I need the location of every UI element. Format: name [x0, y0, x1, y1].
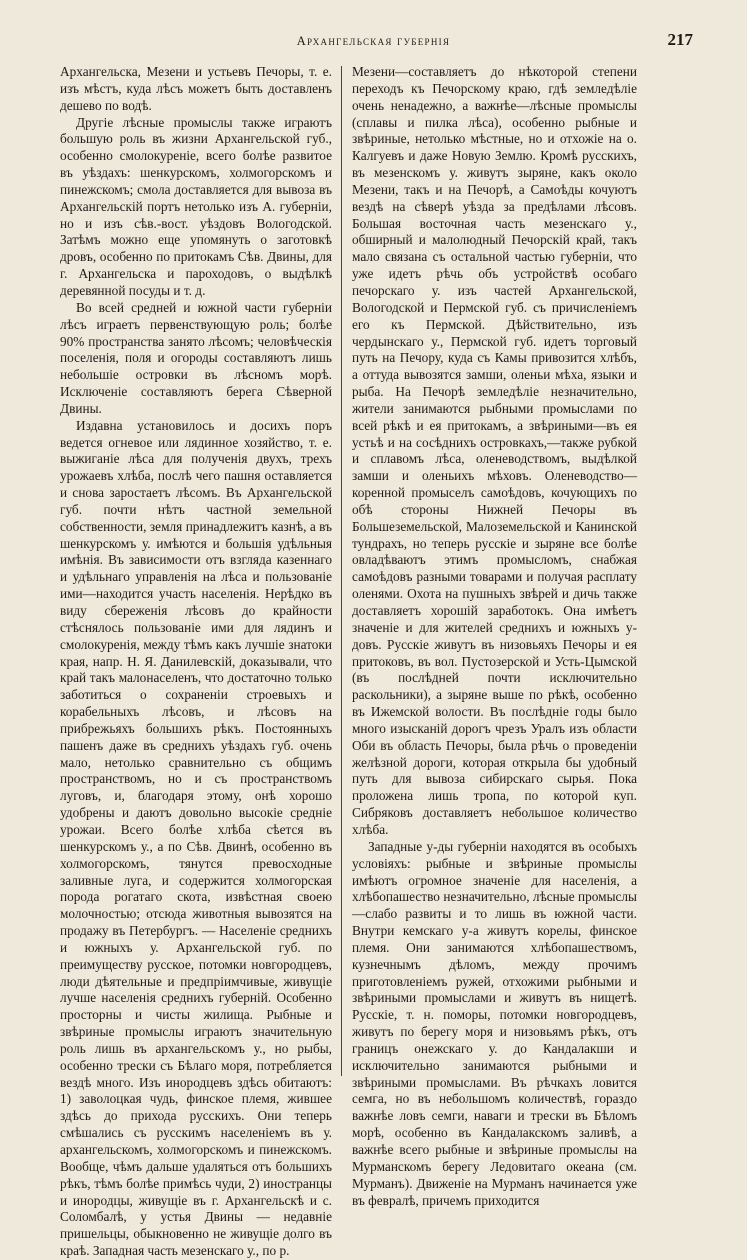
- left-column: [60, 64, 332, 1259]
- page-number: 217: [667, 30, 693, 49]
- column-divider: [341, 66, 342, 1076]
- left-paragraph-3: Во всей средней и южной части губерніи лѣсъ играетъ первенствующую роль; болѣе 90% пространства занято лѣсомъ; человѣческія поселенія, поля и огороды составляютъ лишь небольшіе островки въ лѣсномъ морѣ. Исключеніе составляютъ берега Сѣверной Двины.: [60, 299, 332, 416]
- page-header: [60, 30, 693, 54]
- running-title: Архангельская губернія: [296, 34, 451, 48]
- left-paragraph-4: Издавна установилось и досихъ поръ ведется огневое или лядинное хозяйство, т. е. выжиганіе лѣса для полученія двухъ, трехъ урожаевъ хлѣба, послѣ чего пашня оставляется и снова заростаетъ лѣсомъ. Въ Архангельской губ. почти нѣтъ частной земельной собственности, земля принадлежитъ казнѣ, а въ шенкурскомъ у. имѣются и большія удѣльныя имѣнія. Въ зависимости отъ взгляда казеннаго и удѣльнаго управленія на лѣса и пользованіе ими—находится участь населенія. Нерѣдко въ виду сбереженія лѣсовъ до крайности стѣснялось пользованіе ими для лядинъ и смолокуренія, между тѣмъ какъ лучшіе знатоки края, напр. Н. Я. Данилевскій, доказывали, что край такъ малонаселенъ, что достаточно только заботиться о сохраненіи строевыхъ и корабельныхъ лѣсовъ, и лѣсовъ на прибрежьяхъ большихъ рѣкъ. Постоянныхъ пашенъ даже въ среднихъ уѣздахъ губ. очень мало, нетолько сравнительно съ общимъ пространствомъ, но и съ пространствомъ луговъ, и, благодаря этому, онѣ хорошо удобрены и даютъ довольно высокіе средніе урожаи. Всего болѣе хлѣба сѣется въ шенкурскомъ у., а по Сѣв. Двинѣ, особенно въ холмогорскомъ, тянутся превосходные заливные луга, и содержится холмогорская порода рогатаго скота, извѣстная своею молочностью; отсюда животныя вывозятся на продажу въ Петербургъ. — Населеніе среднихъ и южныхъ у. Архангельской губ. по преимуществу русское, потомки новгородцевъ, люди дѣятельные и предпріимчивые, живущіе лучше населенія среднихъ губерній. Особенно просторны и чисты жилища. Рыбные и звѣриные промыслы играютъ значительную роль лишь въ архангельскомъ у., но рыбы, особенно трески съ Бѣлаго моря, потребляется вездѣ много. Изъ инородцевъ здѣсь обитаютъ: 1) заволоцкая чудь, финское племя, жившее здѣсь до прихода русскихъ. Они теперь смѣшались съ русскимъ населеніемъ въ у. архангельскомъ, холмогорскомъ и пинежскомъ. Вообще, чѣмъ дальше удаляться отъ большихъ рѣкъ, тѣмъ болѣе примѣсь чуди, 2) иностранцы и инородцы, живущіе въ г. Архангельскѣ и с. Соломбалѣ, у устья Двины — недавніе пришельцы, обыкновенно не живущіе долго въ краѣ. Западная часть мезенскаго у., по р.: [60, 417, 332, 1259]
- left-paragraph-1: Архангельска, Мезени и устьевъ Печоры, т. е. изъ мѣстъ, куда лѣсъ можетъ быть доставленъ дешево по водѣ.: [60, 64, 332, 113]
- left-paragraph-2: Другіе лѣсные промыслы также играютъ большую роль въ жизни Архангельской губ., особенно смолокуреніе, всего болѣе развитое въ уѣздахъ: шенкурскомъ, холмогорскомъ и пинежскомъ; смола доставляется для вывоза въ Архангельскій портъ нетолько изъ А. губерніи, но и изъ сѣв.-вост. уѣздовъ Вологодской. Затѣмъ можно еще упомянуть о заготовкѣ дровъ, особенно по притокамъ Сѣв. Двины, для г. Архангельска и пароходовъ, о выдѣлкѣ деревянной посуды и т. д.: [60, 114, 332, 298]
- right-paragraph-2: Западные у-ды губерніи находятся въ особыхъ условіяхъ: рыбные и звѣриные промыслы имѣютъ огромное значеніе для населенія, а хлѣбопашество незначительно, лѣсные промыслы—слабо развиты и то лишь въ южной части. Внутри кемскаго у-а живутъ корелы, финское племя. Они занимаются хлѣбопашествомъ, кузнечнымъ дѣломъ, между прочимъ приготовленіемъ ружей, отхожими рыбными и звѣриными промыслами и живутъ въ нищетѣ. Русскіе, т. н. поморы, потомки новгородцевъ, живутъ по берегу моря и низовьямъ рѣкъ, отъ границъ онежскаго у. до Кандалакши и исключительно занимаются рыбными и звѣриными промыслами. Въ рѣчкахъ ловится семга, но въ небольшомъ количествѣ, гораздо важнѣе ловъ семги, наваги и трески въ Бѣломъ морѣ, особенно въ Кандалакскомъ заливѣ, а важнѣе всего рыбные и звѣриные промыслы на Мурманскомъ берегу Ледовитаго океана (см. Мурманъ). Движеніе на Мурманъ начинается уже въ февралѣ, причемъ приходится: [352, 838, 637, 1208]
- right-paragraph-1: Мезени—составляетъ до нѣкоторой степени переходъ къ Печорскому краю, гдѣ земледѣліе очень ненадежно, а важнѣе—лѣсные промыслы (сплавы и пилка лѣса), особенно рыбные и звѣриные, нетолько мѣстные, но и отхожіе на о. Калгуевъ и даже Новую Землю. Кромѣ русскихъ, въ мезенскомъ у. живутъ зыряне, какъ около Мезени, такъ и на Печорѣ, а Самоѣды кочуютъ вездѣ на сѣверѣ уѣзда за предѣлами лѣсовъ. Большая восточная часть мезенскаго у., обширный и малолюдный Печорскій край, такъ мало связана съ остальной частью губерніи, что уже идетъ рѣчь объ устройствѣ особаго печорскаго у. изъ частей Архангельской, Вологодской и Пермской губ. съ причисленіемъ его къ Пермской. Дѣйствительно, изъ чердынскаго у., Пермской губ. идетъ торговый путь на Печору, куда съ Камы привозится хлѣбъ, а оттуда вывозятся замши, оленьи мѣха, языки и рыба. На Печорѣ земледѣліе незначительно, жители занимаются рыбными промыслами по всей рѣкѣ и ея притокамъ, а звѣриными—въ ея устьѣ и на сосѣднихъ островкахъ,—также рубкой и сплавомъ лѣса, оленеводствомъ, выдѣлкой замши и оленьихъ мѣховъ. Оленеводство—коренной промыселъ самоѣдовъ, кочующихъ по обѣ стороны Нижней Печоры въ Большеземельской, Малоземельской и Канинской тундрахъ, но теперь русскіе и зыряне все болѣе овладѣваютъ этимъ промысломъ, снабжая самоѣдовъ разными товарами и получая расплату оленями. Охота на пушныхъ звѣрей и дичь также доставляетъ хорошій заработокъ. Она имѣетъ значеніе и для жителей среднихъ и южныхъ у-довъ. Русскіе живутъ въ низовьяхъ Печоры и ея притоковъ, въ вол. Пустозерской и Усть-Цымской (въ послѣдней почти исключительно раскольники), а зыряне выше по рѣкѣ, особенно въ Ижемской волости. Въ послѣдніе годы было много изысканій дорогъ чрезъ Уралъ изъ области Оби въ область Печоры, была рѣчь о проведеніи желѣзной дороги, которая открыла бы удобный путь для вывоза сибирскаго сырья. Пока проложена лишь тропа, по которой куп. Сибряковъ доставляетъ небольшое количество хлѣба.: [352, 64, 637, 837]
- right-column: [352, 64, 637, 1208]
